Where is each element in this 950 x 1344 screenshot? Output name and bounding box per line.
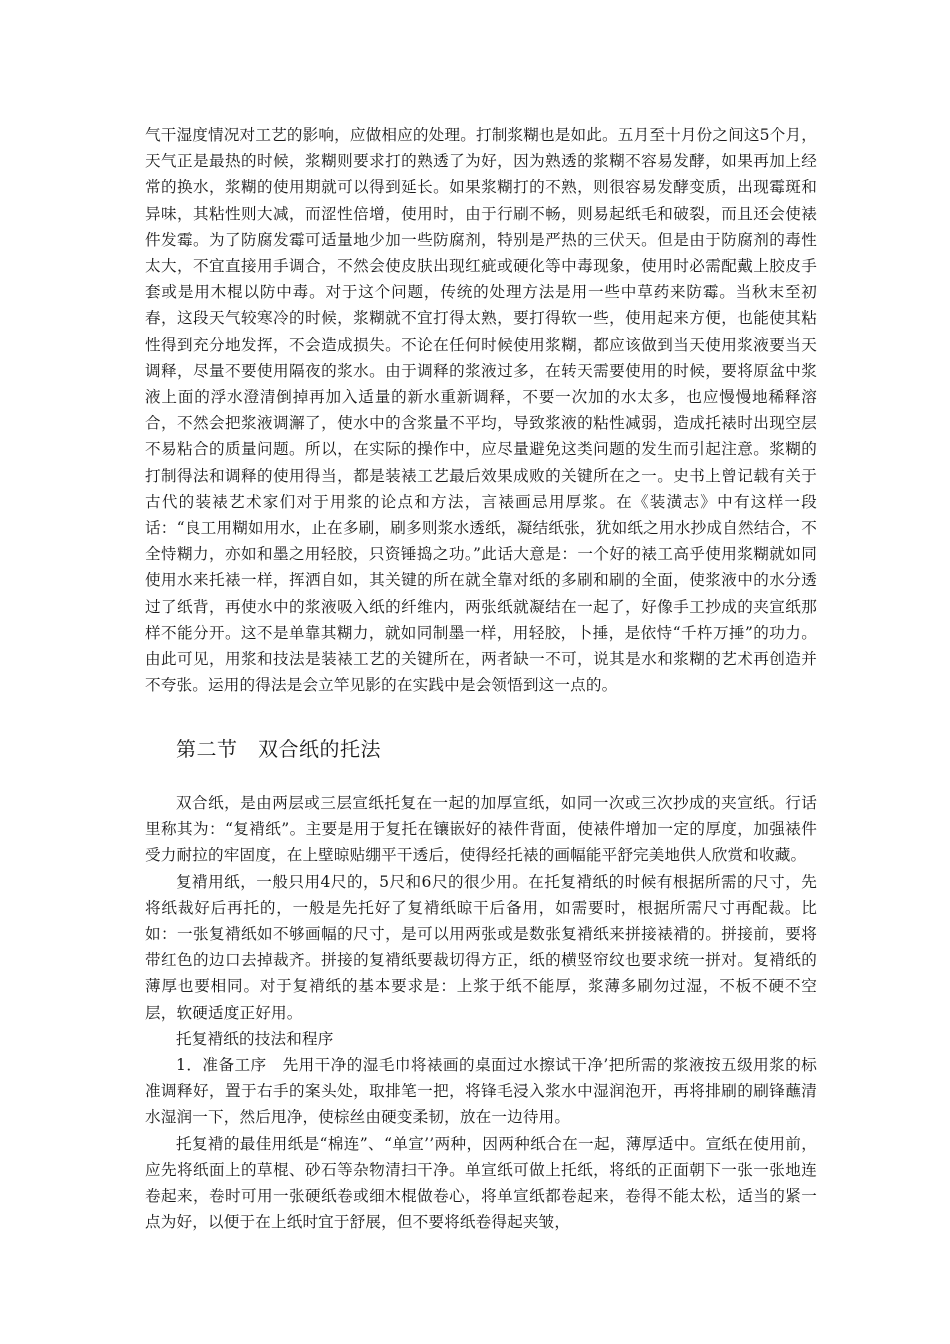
section-heading: 第二节 双合纸的托法	[176, 737, 381, 761]
paragraph: 托复褙的最佳用纸是“棉连”、“单宣’’两种，因两种纸合在一起，薄厚适中。宣纸在使用前，应先将纸面上的草棍、砂石等杂物清扫干净。单宣纸可做上托纸，将纸的正面朝下一张一张地连卷起来，卷时可用一张硬纸卷或细木棍做卷心，将单宣纸都卷起来，卷得不能太松，适当的紧一点为好，以便于在上纸时宜于舒展，但不要将纸卷得起夹皱，	[145, 1134, 817, 1232]
paragraph: 1．准备工序 先用干净的湿毛巾将裱画的桌面过水擦试干净’把所需的浆液按五级用浆的标准调释好，置于右手的案头处，取排笔一把，将锋毛浸入浆水中湿润泡开，再将排刷的刷锋蘸清水湿润一下，然后甩净，使棕丝由硬变柔韧，放在一边待用。	[145, 1056, 817, 1127]
paragraph-continuation: 气干湿度情况对工艺的影响，应做相应的处理。打制浆糊也是如此。五月至十月份之间这5个月，天气正是最热的时候，浆糊则要求打的熟透了为好，因为熟透的浆糊不容易发酵，如果再加上经常的换水，浆糊的使用期就可以得到延长。如果浆糊打的不熟，则很容易发酵变质，出现霉斑和异味，其粘性则大减，而涩性倍增，使用时，由于行刷不畅，则易起纸毛和破裂，而且还会使裱件发霉。为了防腐发霉可适量地少加一些防腐剂，特别是严热的三伏天。但是由于防腐剂的毒性太大，不宜直接用手调合，不然会使皮肤出现红疵或硬化等中毒现象，使用时必需配戴上胶皮手套或是用木棍以防中毒。对于这个问题，传统的处理方法是用一些中草药来防霉。当秋末至初春，这段天气较寒冷的时候，浆糊就不宜打得太熟，要打得软一些，使用起来方便，也能使其粘性得到充分地发挥，不会造成损失。不论在任何时候使用浆糊，都应该做到当天使用浆液要当天调释，尽量不要使用隔夜的浆水。由于调释的浆液过多，在转天需要使用的时候，要将原盆中浆液上面的浮水澄清倒掉再加入适量的新水重新调释，不要一次加的水太多，也应慢慢地稀释溶合，不然会把浆液调澥了，使水中的含浆量不平均，导致浆液的粘性减弱，造成托裱时出现空层不易粘合的质量问题。所以，在实际的操作中，应尽量避免这类问题的发生而引起注意。浆糊的打制得法和调释的使用得当，都是装裱工艺最后效果成败的关键所在之一。史书上曾记载有关于古代的装裱艺术家们对于用浆的论点和方法，言裱画忌用厚浆。在《装潢志》中有这样一段话：“良工用糊如用水，止在多刷，刷多则浆水透纸，凝结纸张，犹如纸之用水抄成自然结合，不全恃糊力，亦如和墨之用轻胶，只资锤捣之功。”此话大意是：一个好的裱工高乎使用浆糊就如同使用水来托裱一样，挥洒自如，其关键的所在就全靠对纸的多刷和刷的全面，使浆液中的水分透过了纸背，再使水中的浆液吸入纸的纤维内，两张纸就凝结在一起了，好像手工抄成的夹宣纸那样不能分开。这不是单靠其糊力，就如同制墨一样，用轻胶，卜捶，是依恃“千杵万捶”的功力。由此可见，用浆和技法是装裱工艺的关键所在，两者缺一不可，说其是水和浆糊的艺术再创造并不夸张。运用的得法是会立竿见影的在实践中是会领悟到这一点的。	[145, 126, 817, 695]
subheading: 托复褙纸的技法和程序	[176, 1029, 334, 1048]
body-text-bottom	[145, 790, 817, 1235]
paragraph: 双合纸，是由两层或三层宣纸托复在一起的加厚宣纸，如同一次或三次抄成的夹宣纸。行话里称其为：“复褙纸”。主要是用于复托在镶嵌好的裱件背面，使裱件增加一定的厚度，加强裱件受力耐拉的牢固度，在上壁晾贴绷平干透后，使得经托裱的画幅能平舒完美地供人欣赏和收藏。	[145, 794, 817, 865]
body-text-top	[145, 122, 817, 698]
paragraph: 复褙用纸，一般只用4尺的，5尺和6尺的很少用。在托复褙纸的时候有根据所需的尺寸，先将纸裁好后再托的，一般是先托好了复褙纸晾干后备用，如需要时，根据所需尺寸再配裁。比如：一张复褙纸如不够画幅的尺寸，是可以用两张或是数张复褙纸来拼接裱褙的。拼接前，要将带红色的边口去掉裁齐。拼接的复褙纸要裁切得方正，纸的横竖帘纹也要求统一拼对。复褙纸的薄厚也要相同。对于复褙纸的基本要求是：上浆于纸不能厚，浆薄多刷勿过湿，不板不硬不空层，软硬适度正好用。	[145, 872, 817, 1022]
